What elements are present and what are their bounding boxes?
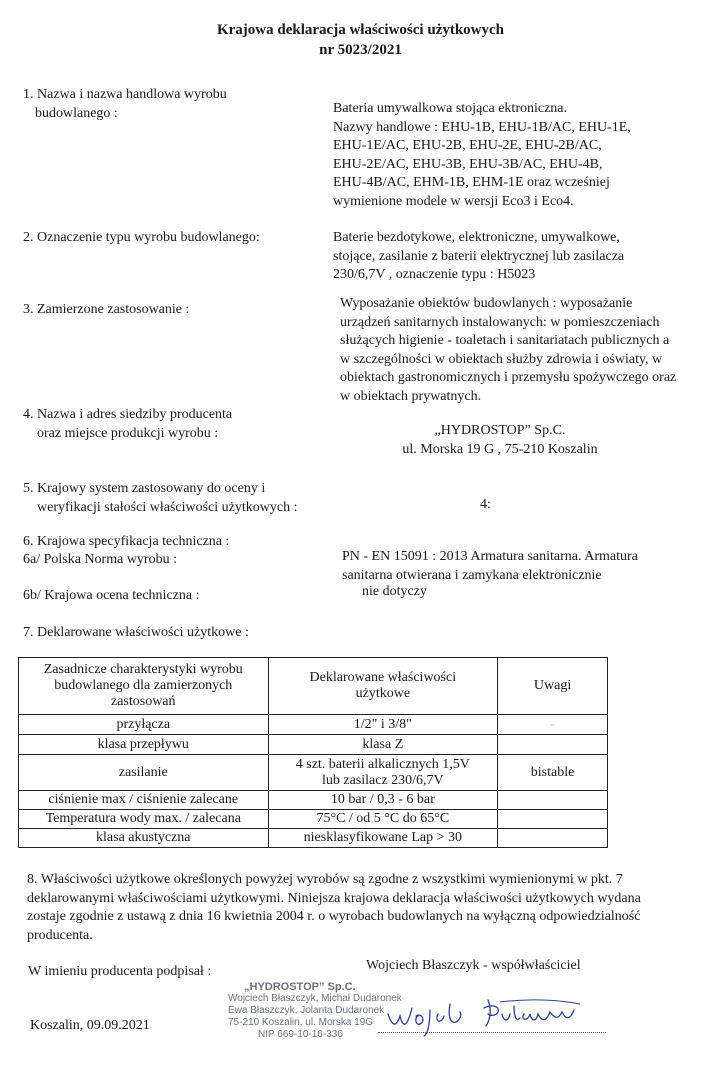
place-and-date: Koszalin, 09.09.2021 [30, 1018, 150, 1033]
section-6a-label: 6a/ Polska Norma wyrobu : [23, 552, 177, 567]
header-remarks: Uwagi [498, 658, 608, 715]
section-2-value: Baterie bezdotykowe, elektroniczne, umywalkowe, stojące, zasilanie z baterii elektrycznej lub zasilacza 230/6,7V , oznaczenie typu : H5023 [333, 230, 625, 282]
company-stamp: „HYDROSTOP” Sp.C. Wojciech Błaszczyk, Michał Dudaronek Ewa Błaszczyk, Jolanta Dudaronek 75-210 Koszalin, ul. Morska 19G NIP 669-10-16-336 [228, 981, 402, 1040]
table-row: ciśnienie max / ciśnienie zalecane 10 bar / 0,3 - 6 bar [19, 791, 608, 810]
section-8-statement: 8. Właściwości użytkowe określonych powyżej wyrobów są zgodne z wszystkimi wymienionymi w pkt. 7 deklarowanymi właściwościami użytkowymi. Niniejsza krajowa deklaracja właściwości użytkowych wydana zostaje zgodnie z ustawą z dnia 16 kwietnia 2004 r. o wyrobach budowlanych na wyłączną odpowiedzialność producenta. [27, 872, 641, 943]
producer-address: „HYDROSTOP” Sp.C. ul. Morska 19 G , 75-210 Koszalin [402, 423, 598, 457]
section-6b-label: 6b/ Krajowa ocena techniczna : [23, 588, 200, 603]
handwritten-signature [380, 992, 600, 1042]
table-row: Temperatura wody max. / zalecana 75°C / od 5 °C do 65°C [19, 810, 608, 829]
section-6b-value: nie dotyczy [362, 584, 427, 599]
section-2-label: 2. Oznaczenie typu wyrobu budowlanego: [23, 230, 260, 245]
signer-name: Wojciech Błaszczyk - współwłaściciel [366, 958, 581, 973]
section-6a-value: PN - EN 15091 : 2013 Armatura sanitarna. Armatura sanitarna otwierana i zamykana elektronicznie [342, 549, 638, 583]
document-title: Krajowa deklaracja właściwości użytkowych [216, 22, 505, 38]
table-row: przyłącza 1/2" i 3/8" - [19, 715, 608, 735]
section-1-value: Bateria umywalkowa stojąca ektroniczna. Nazwy handlowe : EHU-1B, EHU-1B/AC, EHU-1E, EHU-1E/AC, EHU-2B, EHU-2E, EHU-2B/AC, EHU-2E/AC, EHU-3B, EHU-3B/AC, EHU-4B, EHU-4B/AC, EHM-1B, EHM-1E oraz wcześniej wymienione modele w wersji Eco3 i Eco4. [333, 101, 631, 209]
section-5-label: 5. Krajowy system zastosowany do oceny i weryfikacji stałości właściwości użytkowych : [23, 481, 298, 515]
section-3-label: 3. Zamierzone zastosowanie : [23, 302, 190, 317]
section-3-value: Wyposażanie obiektów budowlanych : wyposażanie urządzeń sanitarnych instalowanych: w pomieszczeniach służących higienie - toaletach i sanitariatach publicznych a w szczególności w obiektach służby zdrowia i oświaty, w obiektach gastronomicznych i przemysłu spożywczego oraz w obiektach prywatnych. [340, 296, 677, 404]
table-row: klasa akustyczna niesklasyfikowane Lap > 30 [19, 829, 608, 848]
section-6-label: 6. Krajowa specyfikacja techniczna : [23, 534, 230, 549]
section-4-label: 4. Nazwa i adres siedziby producenta oraz miejsce produkcji wyrobu : [23, 407, 233, 441]
on-behalf-label: W imieniu producenta podpisał : [28, 964, 212, 979]
document-number: nr 5023/2021 [319, 42, 402, 58]
section-5-value: 4: [480, 497, 491, 512]
properties-table [18, 657, 608, 848]
table-header-row [19, 658, 608, 715]
table-row: klasa przepływu klasa Z [19, 735, 608, 755]
header-declared-properties: Deklarowane właściwości użytkowe [268, 658, 498, 715]
header-characteristics: Zasadnicze charakterystyki wyrobu budowlanego dla zamierzonych zastosowań [19, 658, 269, 715]
table-row: zasilanie 4 szt. baterii alkalicznych 1,5V lub zasilacz 230/6,7V bistable [19, 755, 608, 791]
section-1-label: 1. Nazwa i nazwa handlowa wyrobu budowlanego : [23, 87, 227, 121]
section-7-label: 7. Deklarowane właściwości użytkowe : [23, 625, 249, 640]
